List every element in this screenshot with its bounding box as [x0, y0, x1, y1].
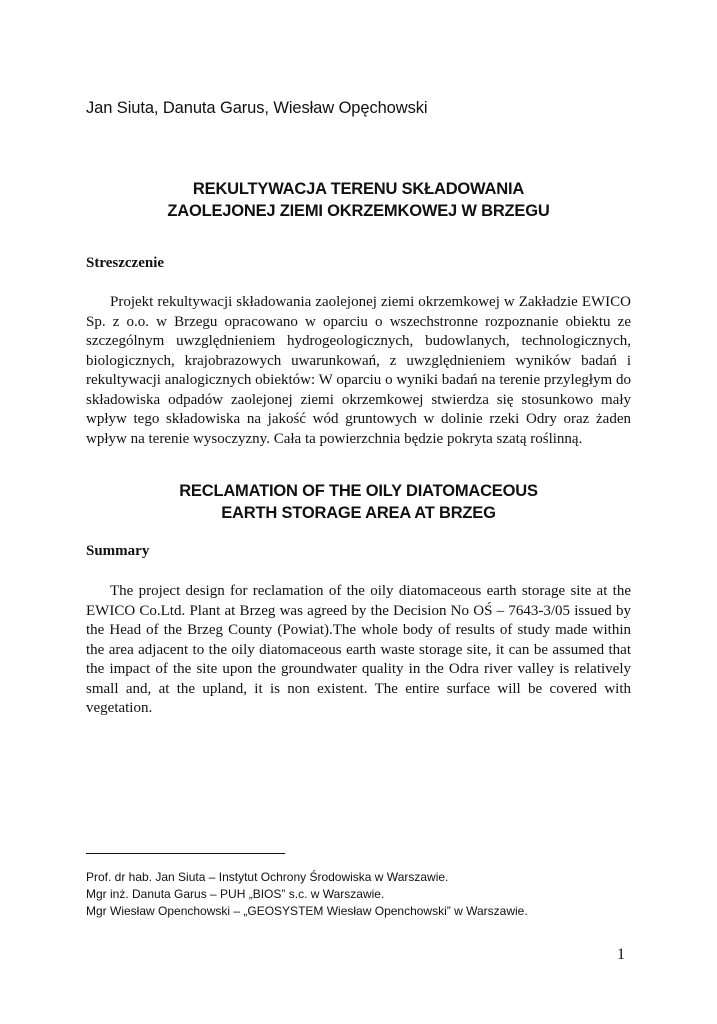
title-polish-line-2: ZAOLEJONEJ ZIEMI OKRZEMKOWEJ W BRZEGU: [167, 202, 550, 220]
footnote-author-2: Mgr inż. Danuta Garus – PUH „BIOS” s.c. w Warszawie.: [86, 887, 385, 901]
title-polish: [60, 178, 657, 222]
authors-line: Jan Siuta, Danuta Garus, Wiesław Opęchowski: [86, 99, 428, 117]
abstract-polish-text: Projekt rekultywacji składowania zaolejonej ziemi okrzemkowej w Zakładzie EWICO Sp. z o.o. w Brzegu opracowano w oparciu o wszechstronne rozpoznanie obiektu ze szczególnym uwzględnieniem hydrogeologicznych, budowlanych, technologicznych, biologicznych, krajobrazowych uwarunkowań, z uwzględnieniem wyników badań i rekultywacji analogicznych obiektów: W oparciu o wyniki badań na terenie przyległym do składowiska odpadów zaolejonej ziemi okrzemkowej stwierdza się stosunkowo mały wpływ tego składowiska na jakość wód gruntowych w dolinie rzeki Odry oraz żaden wpływ na terenie wysoczyzny. Cała ta powierzchnia będzie pokryta szatą roślinną.: [86, 294, 631, 447]
title-english-line-1: RECLAMATION OF THE OILY DIATOMACEOUS: [179, 482, 538, 500]
footnotes: [86, 869, 528, 920]
title-english: [60, 480, 657, 524]
page-number: 1: [617, 946, 625, 963]
abstract-english-heading: Summary: [86, 543, 150, 559]
abstract-english-text: The project design for reclamation of the oily diatomaceous earth storage site at the EWICO Co.Ltd. Plant at Brzeg was agreed by the Decision No OŚ – 7643-3/05 issued by the Head of the Brzeg County (Powiat).The whole body of results of study made within the area adjacent to the oily diatomaceous earth waste storage site, it can be assumed that the impact of the site upon the groundwater quality in the Odra river valley is relatively small and, at the upland, it is non existent. The entire surface will be covered with vegetation.: [86, 583, 631, 716]
footnote-author-1: Prof. dr hab. Jan Siuta – Instytut Ochrony Środowiska w Warszawie.: [86, 870, 449, 884]
footnote-author-3: Mgr Wiesław Openchowski – „GEOSYSTEM Wiesław Openchowski” w Warszawie.: [86, 904, 528, 918]
title-english-line-2: EARTH STORAGE AREA AT BRZEG: [221, 504, 496, 522]
abstract-polish-heading: Streszczenie: [86, 255, 165, 271]
title-polish-line-1: REKULTYWACJA TERENU SKŁADOWANIA: [192, 180, 525, 198]
footnote-separator: [86, 853, 285, 854]
